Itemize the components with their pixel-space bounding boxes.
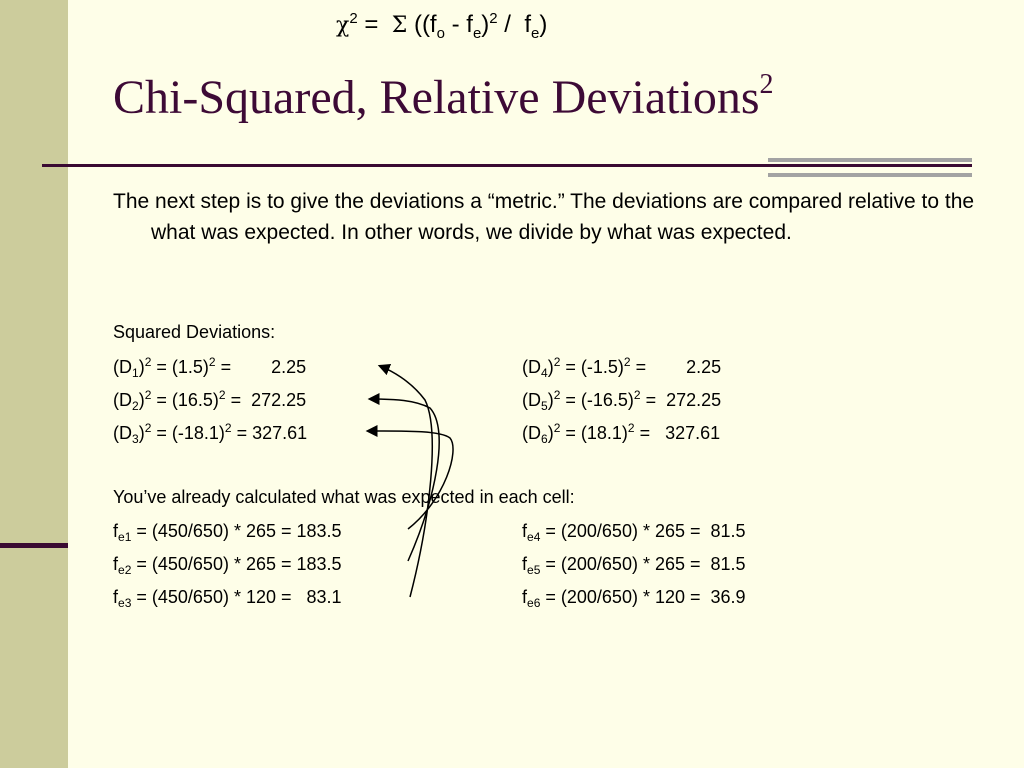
slide-title: Chi-Squared, Relative Deviations$^2$: [113, 69, 774, 124]
squared-deviation-row: $(D_3)^2 = (-18.1)^2 = 327.61$: [113, 421, 308, 446]
divider-accent-top: [768, 158, 972, 162]
expected-frequency-row: $f_{e1} = (450/650) * 265 = 183.5$: [113, 521, 342, 544]
chi-squared-formula: $\chi^2 = \Sigma$ $((f_o - f_e)^2 / f_e)$: [336, 10, 548, 42]
expected-frequency-row: $f_{e4} = (200/650) * 265 = 81.5$: [522, 521, 746, 544]
expected-frequency-row: $f_{e5} = (200/650) * 265 = 81.5$: [522, 554, 746, 577]
expected-frequency-row: $f_{e3} = (450/650) * 120 = 83.1$: [113, 587, 342, 610]
side-accent-bar: [0, 543, 68, 548]
squared-deviation-row: $(D_5)^2 = (-16.5)^2 = 272.25$: [522, 388, 722, 413]
expected-header: You’ve already calculated what was expected in each cell:: [113, 487, 575, 507]
title-divider: [42, 164, 972, 167]
squared-deviation-row: $(D_2)^2 = (16.5)^2 = 272.25$: [113, 388, 307, 413]
squared-deviation-row: $(D_6)^2 = (18.1)^2 = 327.61$: [522, 421, 721, 446]
arrow-3: [368, 431, 453, 529]
expected-frequency-row: $f_{e2} = (450/650) * 265 = 183.5$: [113, 554, 342, 577]
squared-deviation-row: $(D_4)^2 = (-1.5)^2$ = 2.25: [522, 355, 722, 380]
intro-paragraph: The next step is to give the deviations a “metric.” The deviations are compared relative to the what was expected. In other words, we divide by what was expected.: [113, 190, 975, 244]
expected-frequency-row: $f_{e6} = (200/650) * 120 = 36.9$: [522, 587, 746, 610]
arrow-2: [370, 399, 439, 561]
side-bar: [0, 0, 68, 768]
squared-deviation-row: $(D_1)^2 = (1.5)^2$ = 2.25: [113, 355, 307, 380]
squared-deviations-header: Squared Deviations:: [113, 322, 276, 342]
arrow-1: [380, 366, 432, 597]
divider-accent-bottom: [768, 173, 972, 177]
